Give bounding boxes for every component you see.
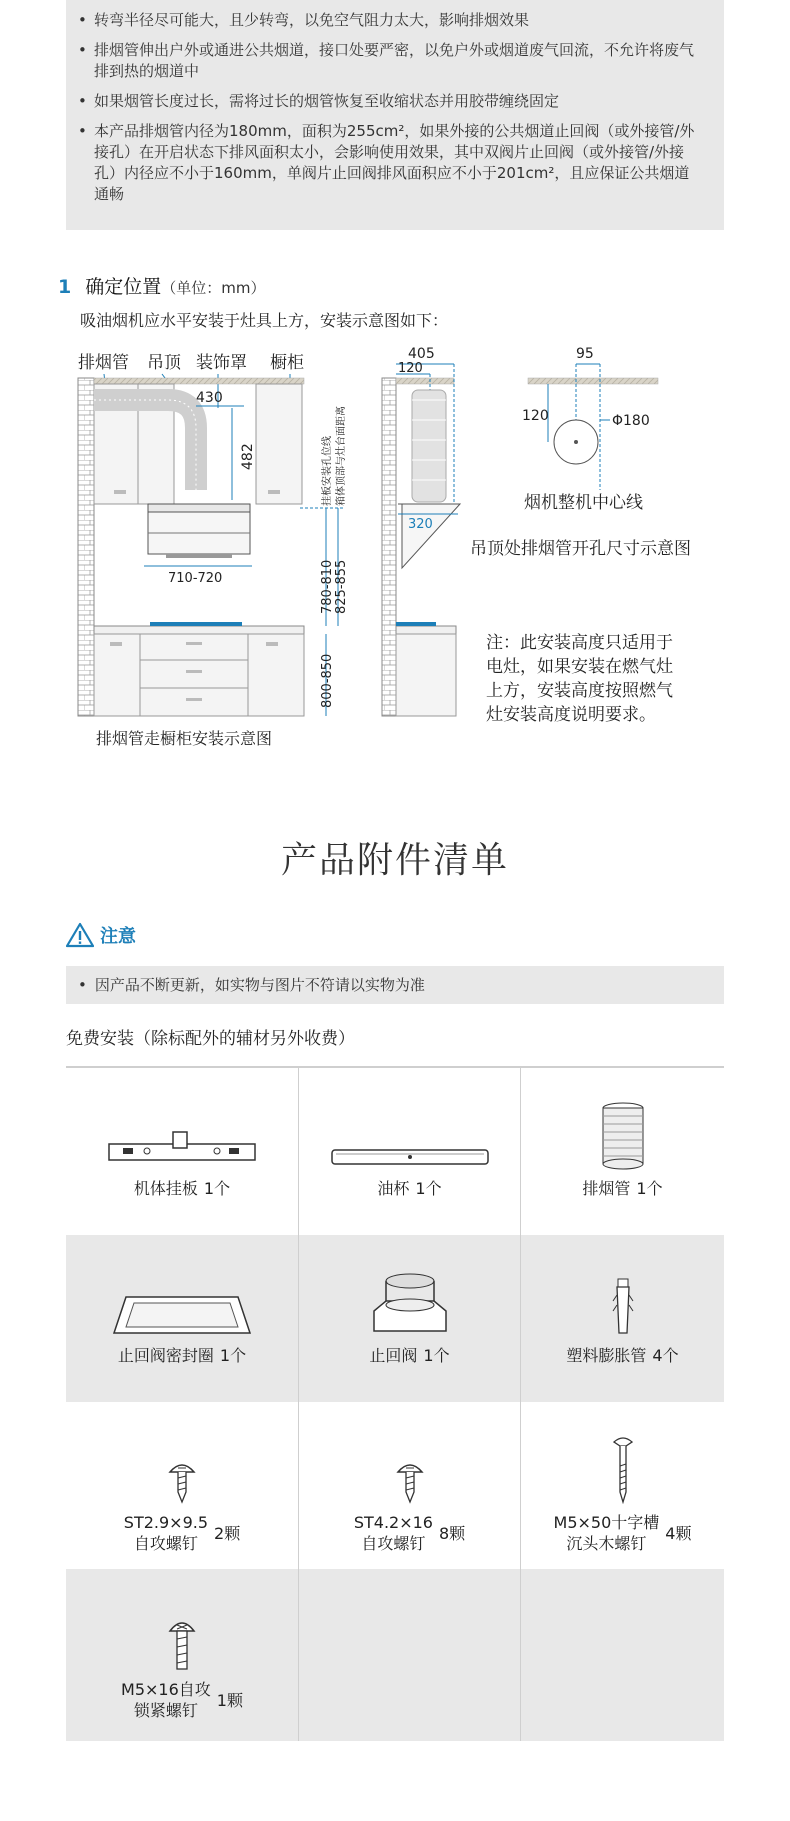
wood-screw-icon (612, 1436, 634, 1504)
accessory-cell (299, 1068, 521, 1235)
accessory-label (354, 1512, 465, 1554)
dim-95: 95 (576, 346, 594, 362)
note-item: • 本产品排烟管内径为180mm，面积为255cm²，如果外接的公共烟道止回阀（或外接管/外接孔）在开启状态下排风面积太小，会影响使用效果，其中双阀片止回阀（或外接管/外接孔）内径应不小于160mm，单阀片止回阀排风面积应不小于201cm²，且应保证公共烟道通畅 (78, 121, 702, 205)
oil-cup-icon (330, 1144, 490, 1170)
accessory-qty: 1个 (415, 1179, 442, 1198)
label-exhaust: 排烟管 (78, 353, 129, 373)
section-unit: （单位：mm） (161, 279, 266, 297)
section-heading (58, 272, 265, 299)
accessory-qty: 8颗 (438, 1523, 466, 1543)
screw-icon (167, 1462, 197, 1504)
screw-icon (395, 1462, 425, 1504)
accessory-qty: 4颗 (665, 1523, 692, 1543)
exhaust-pipe-icon (601, 1102, 645, 1170)
accessory-label (121, 1679, 243, 1721)
accessory-name: 止回阀密封圈 (117, 1346, 214, 1365)
accessories-row (66, 1569, 724, 1741)
accessory-name: 塑料膨胀管 (566, 1346, 647, 1365)
dim-phi180: Φ180 (612, 413, 650, 429)
note-item: • 如果烟管长度过长，需将过长的烟管恢复至收缩状态并用胶带缠绕固定 (78, 91, 702, 112)
accessory-qty: 1个 (203, 1179, 231, 1198)
accessory-cell (66, 1569, 299, 1741)
expansion-tube-icon (611, 1277, 635, 1337)
accessories-title: 产品附件清单 (280, 840, 509, 881)
caption-ceiling-hole: 吊顶处排烟管开孔尺寸示意图 (470, 539, 691, 559)
dim-482: 482 (240, 443, 256, 470)
dim-405: 405 (408, 346, 435, 362)
attention-label: 注意 (100, 926, 136, 947)
accessories-row (66, 1235, 724, 1402)
accessory-cell (521, 1235, 724, 1402)
accessory-name: 自攻螺钉 (133, 1534, 198, 1553)
accessory-cell (66, 1402, 299, 1569)
vlabel-cab-top: 箱体顶部与灶台面距离 (336, 406, 347, 506)
accessory-label (554, 1512, 692, 1554)
note-item: • 排烟管伸出户外或通进公共烟道，接口处要严密，以免户外或烟道废气回流，不允许将废气排到热的烟道中 (78, 40, 702, 82)
attention-heading (66, 922, 136, 948)
free-install-note: 免费安装（除标配外的辅材另外收费） (66, 1029, 355, 1049)
note-item: • 转弯半径尽可能大，且少转弯，以免空气阻力太大，影响排烟效果 (78, 10, 702, 31)
accessory-name: 排烟管 (582, 1179, 631, 1198)
accessory-cell-empty (299, 1569, 521, 1741)
accessory-qty: 1个 (423, 1346, 450, 1365)
dim-120b: 120 (522, 408, 549, 424)
accessory-cell (521, 1068, 724, 1235)
caption-center-line: 烟机整机中心线 (524, 493, 643, 513)
check-valve-icon (370, 1271, 450, 1337)
label-cabinet: 橱柜 (270, 353, 304, 373)
notes-panel (66, 0, 724, 230)
install-note-line: 灶安装高度说明要求。 (486, 705, 656, 725)
mounting-plate-icon (107, 1130, 257, 1170)
dim-710: 710-720 (168, 571, 223, 586)
label-ceiling: 吊顶 (147, 353, 181, 373)
accessory-label (369, 1345, 449, 1366)
install-note-line: 注：此安装高度只适用于 (486, 633, 673, 653)
accessory-qty: 1个 (219, 1346, 247, 1365)
dim-825: 825-855 (334, 559, 349, 614)
accessory-name: M5×16自攻 (121, 1680, 211, 1699)
vlabel-hang: 挂板安装孔位线 (322, 436, 333, 506)
accessory-name: 自攻螺钉 (361, 1534, 426, 1553)
accessory-name: 止回阀 (369, 1346, 418, 1365)
locking-screw-icon (167, 1619, 197, 1671)
section-number: 1 (58, 276, 72, 298)
accessory-name: 机体挂板 (133, 1179, 198, 1198)
accessory-label (124, 1512, 240, 1554)
accessory-label (566, 1345, 678, 1366)
accessory-name: 锁紧螺钉 (133, 1701, 198, 1720)
section-title: 确定位置 (85, 276, 162, 298)
section-intro: 吸油烟机应水平安装于灶具上方，安装示意图如下： (80, 311, 449, 330)
label-cover: 装饰罩 (196, 353, 247, 373)
warning-icon (66, 922, 94, 948)
accessory-label (377, 1178, 441, 1199)
dim-320: 320 (408, 517, 433, 532)
accessories-row (66, 1402, 724, 1569)
attention-note: • 因产品不断更新，如实物与图片不符请以实物为准 (66, 966, 724, 1004)
accessories-row (66, 1068, 724, 1235)
dim-120: 120 (398, 361, 423, 376)
accessory-name: ST2.9×9.5 (123, 1513, 209, 1532)
caption-left: 排烟管走橱柜安装示意图 (96, 729, 273, 748)
accessory-name: M5×50十字槽 (553, 1513, 660, 1532)
accessory-label (118, 1345, 246, 1366)
accessory-qty: 1个 (636, 1179, 663, 1198)
accessory-cell (66, 1235, 299, 1402)
accessory-cell (66, 1068, 299, 1235)
accessory-cell-empty (521, 1569, 724, 1741)
accessory-label (582, 1178, 662, 1199)
accessory-qty: 4个 (652, 1346, 679, 1365)
dim-430: 430 (196, 390, 223, 406)
accessory-cell (299, 1402, 521, 1569)
accessory-name: 油杯 (377, 1179, 410, 1198)
installation-diagram (0, 330, 790, 770)
accessory-name: ST4.2×16 (353, 1513, 433, 1532)
install-note-line: 上方，安装高度按照燃气 (486, 681, 673, 701)
accessories-grid (66, 1066, 724, 1741)
valve-seal-ring-icon (112, 1293, 252, 1337)
accessory-qty: 2颗 (214, 1523, 241, 1543)
accessory-name: 沉头木螺钉 (566, 1534, 647, 1553)
accessory-qty: 1颗 (216, 1690, 243, 1710)
accessory-cell (521, 1402, 724, 1569)
dim-800: 800-850 (320, 653, 335, 708)
dim-780: 780-810 (320, 559, 335, 614)
accessory-label (134, 1178, 230, 1199)
install-note-line: 电灶，如果安装在燃气灶 (486, 657, 673, 677)
accessory-cell (299, 1235, 521, 1402)
